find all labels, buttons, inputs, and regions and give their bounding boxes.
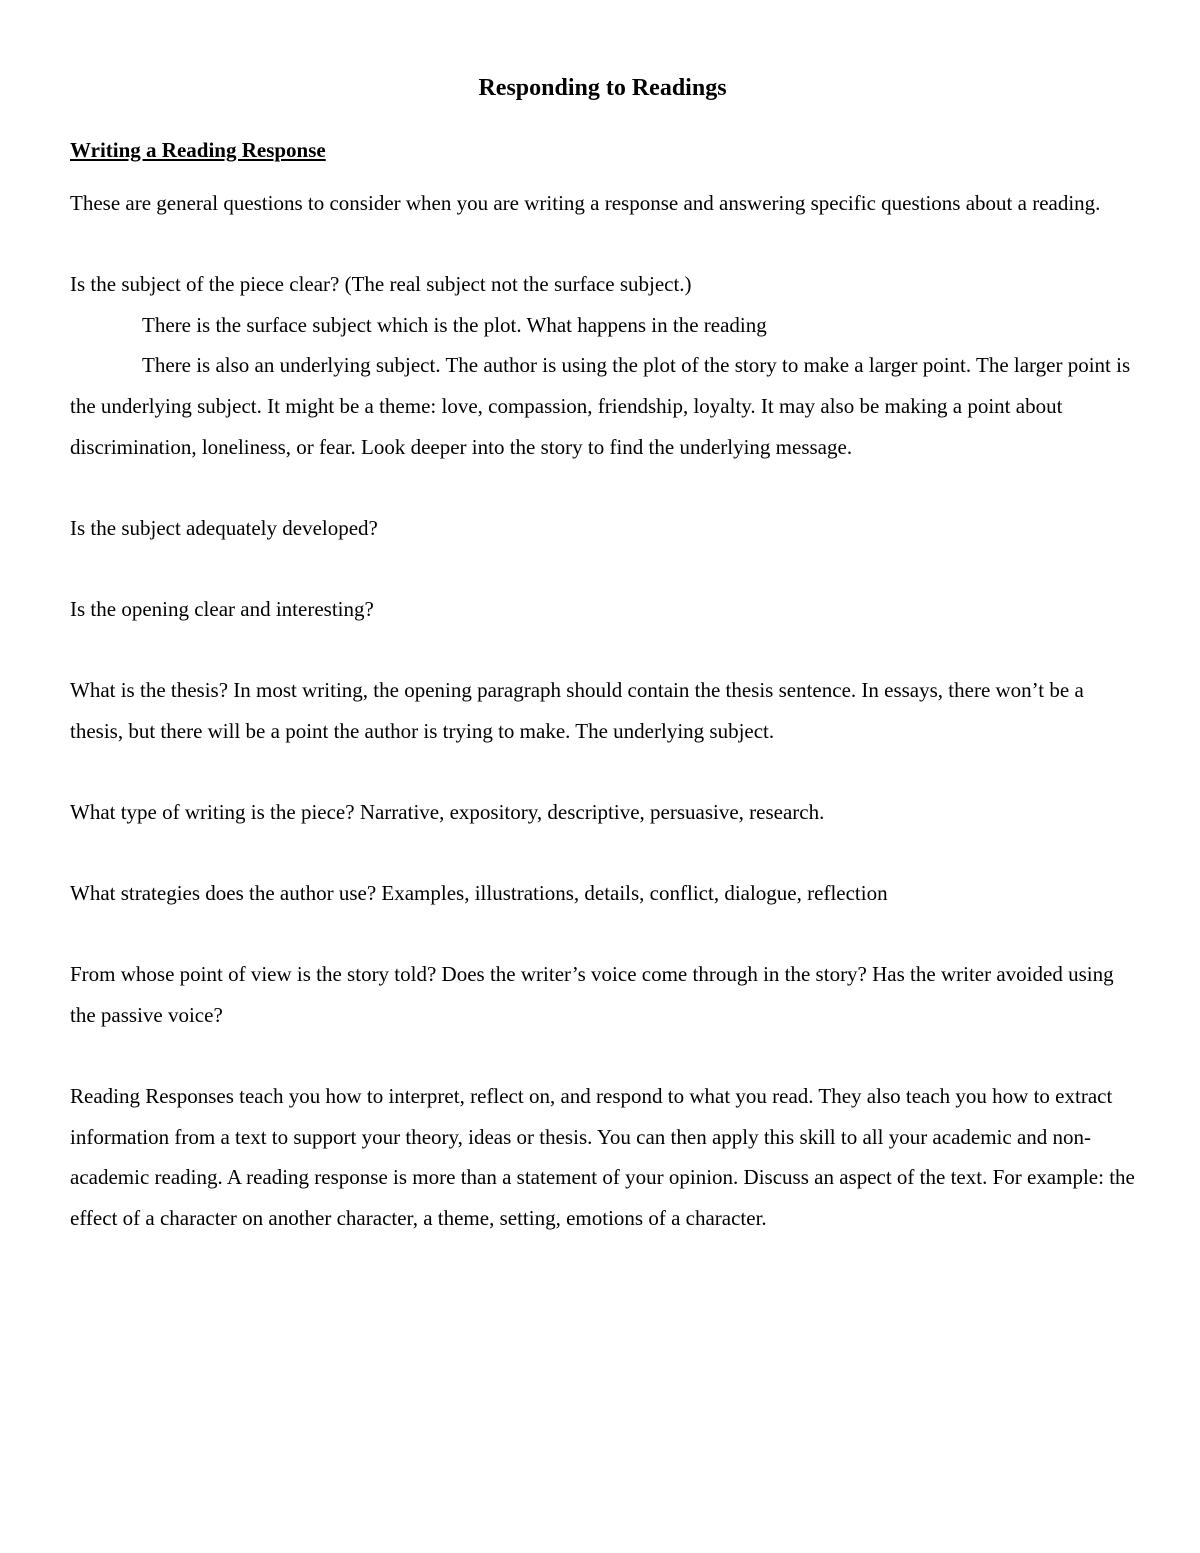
document-title: Responding to Readings <box>478 75 727 101</box>
paragraph-spacer <box>70 467 1135 508</box>
paragraph-spacer <box>70 548 1135 589</box>
question-subject-clear: Is the subject of the piece clear? (The real subject not the surface subject.) <box>70 272 692 297</box>
question-strategies: What strategies does the author use? Examples, illustrations, details, conflict, dialogue, reflection <box>70 881 888 906</box>
surface-subject-paragraph: There is the surface subject which is the plot. What happens in the reading <box>142 312 767 337</box>
paragraph-spacer <box>70 1035 1135 1076</box>
question-point-of-view: From whose point of view is the story told? Does the writer’s voice come through in the story? Has the writer avoided using the passive voice? <box>70 962 1114 1027</box>
section-heading: Writing a Reading Response <box>70 138 326 162</box>
paragraph-spacer <box>70 751 1135 792</box>
underlying-subject-paragraph: There is also an underlying subject. The author is using the plot of the story to make a larger point. The larger point is the underlying subject. It might be a theme: love, compassion, friendship, loyalty. It may also be making a point about discrimination, loneliness, or fear. Look deeper into the story to find the underlying message. <box>70 353 1131 459</box>
paragraph-spacer <box>70 833 1135 874</box>
question-writing-type: What type of writing is the piece? Narrative, expository, descriptive, persuasive, research. <box>70 799 825 824</box>
question-developed: Is the subject adequately developed? <box>70 515 378 540</box>
document-body <box>70 66 1135 1238</box>
paragraph-spacer <box>70 914 1135 955</box>
paragraph-spacer <box>70 224 1135 265</box>
intro-paragraph: These are general questions to consider when you are writing a response and answering specific questions about a reading. <box>70 191 1101 215</box>
closing-paragraph: Reading Responses teach you how to interpret, reflect on, and respond to what you read. They also teach you how to extract information from a text to support your theory, ideas or thesis. You can then apply this skill to all your academic and non-academic reading. A reading response is more than a statement of your opinion. Discuss an aspect of the text. For example: the effect of a character on another character, a theme, setting, emotions of a character. <box>70 1084 1135 1230</box>
question-thesis: What is the thesis? In most writing, the opening paragraph should contain the thesis sentence. In essays, there won’t be a thesis, but there will be a point the author is trying to make. The underlying subject. <box>70 678 1084 743</box>
paragraph-spacer <box>70 630 1135 671</box>
question-opening: Is the opening clear and interesting? <box>70 596 374 621</box>
